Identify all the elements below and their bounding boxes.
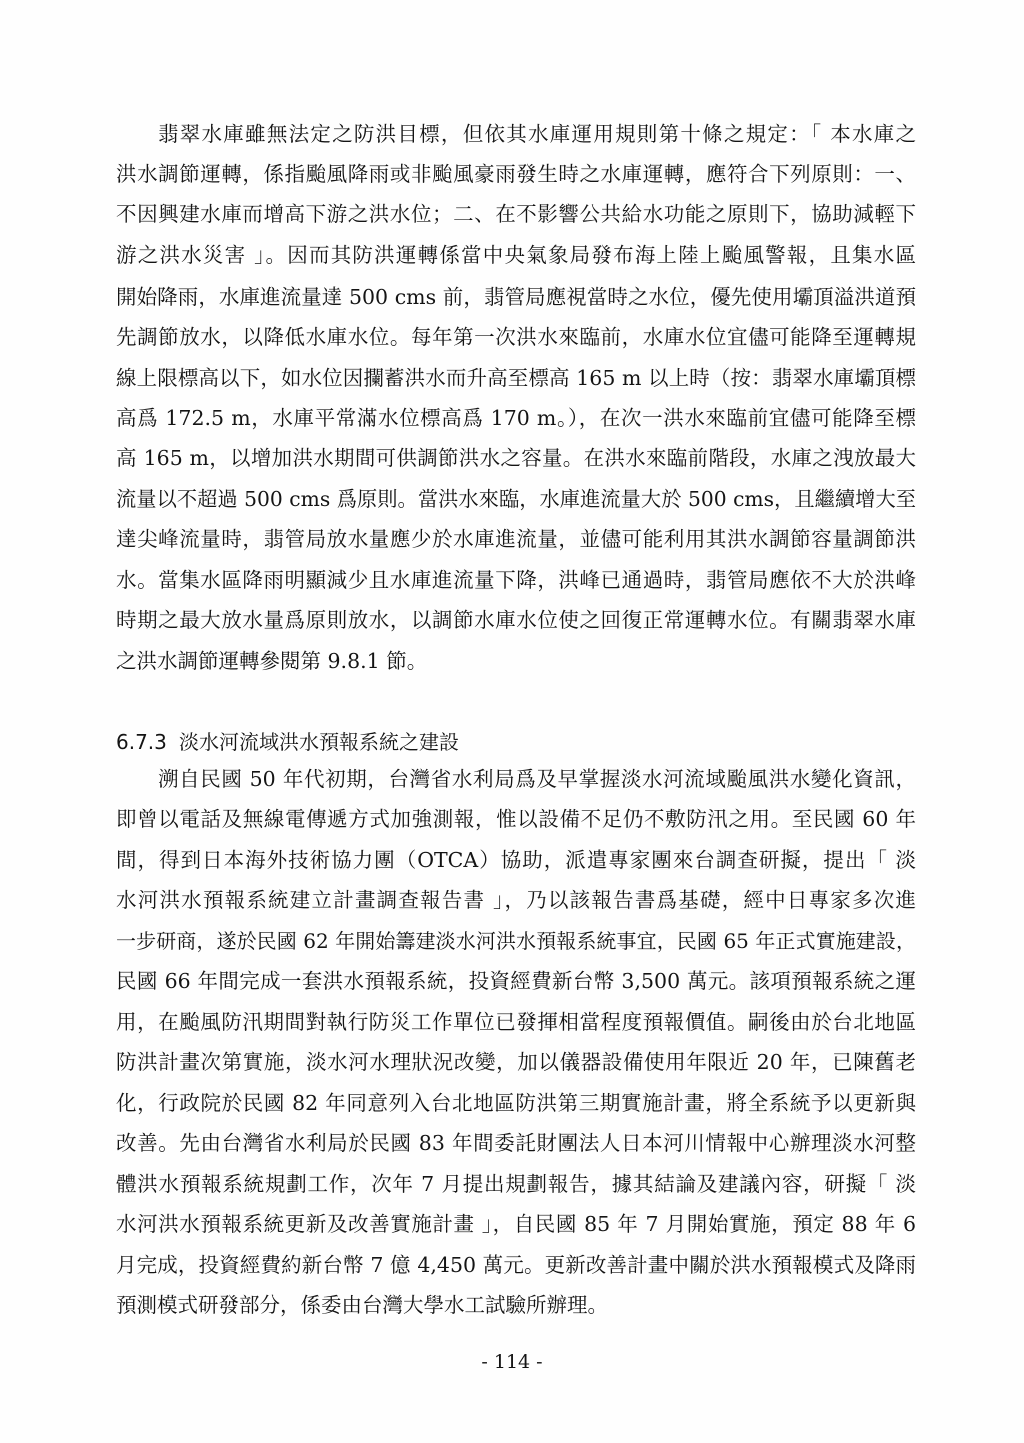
text-line: 改善。先由台灣省水利局於民國 83 年間委託財團法人日本河川情報中心辦理淡水河整 bbox=[116, 1131, 916, 1155]
text-line: 水河洪水預報系統更新及改善實施計畫 」，自民國 85 年 7 月開始實施，預定 88 年 6 bbox=[116, 1212, 916, 1236]
text-line: 流量以不超過 500 cms 爲原則。當洪水來臨，水庫進流量大於 500 cms，且繼續增大至 bbox=[116, 487, 916, 511]
text-line: 一步研商，遂於民國 62 年開始籌建淡水河洪水預報系統事宜，民國 65 年正式實施建設， bbox=[116, 929, 916, 953]
text-line: 水。當集水區降雨明顯減少且水庫進流量下降，洪峰已通過時，翡管局應依不大於洪峰 bbox=[116, 568, 916, 592]
text-line: 洪水調節運轉，係指颱風降雨或非颱風豪雨發生時之水庫運轉，應符合下列原則：一、 bbox=[116, 162, 916, 186]
text-line: 即曾以電話及無線電傳遞方式加強測報，惟以設備不足仍不敷防汛之用。至民國 60 年 bbox=[116, 807, 916, 831]
text-line: 高爲 172.5 m，水庫平常滿水位標高爲 170 m。），在次一洪水來臨前宜儘可能降至標 bbox=[116, 406, 916, 430]
text-line: 高 165 m，以增加洪水期間可供調節洪水之容量。在洪水來臨前階段，水庫之洩放最大 bbox=[116, 446, 916, 470]
text-line: 開始降雨，水庫進流量達 500 cms 前，翡管局應視當時之水位，優先使用壩頂溢洪道預 bbox=[116, 285, 916, 309]
text-line: 翡翠水庫雖無法定之防洪目標，但依其水庫運用規則第十條之規定：「 本水庫之 bbox=[158, 122, 916, 146]
text-line: 游之洪水災害 」。因而其防洪運轉係當中央氣象局發布海上陸上颱風警報，且集水區 bbox=[116, 243, 916, 267]
text-line: 民國 66 年間完成一套洪水預報系統，投資經費新台幣 3,500 萬元。該項預報系統之運 bbox=[116, 969, 916, 993]
section-heading bbox=[116, 727, 916, 757]
section-title: 淡水河流域洪水預報系統之建設 bbox=[179, 730, 459, 754]
text-line: 體洪水預報系統規劃工作，次年 7 月提出規劃報告，據其結論及建議內容，研擬「 淡 bbox=[116, 1172, 916, 1196]
text-line: 線上限標高以下，如水位因攔蓄洪水而升高至標高 165 m 以上時（按：翡翠水庫壩頂標 bbox=[116, 366, 916, 390]
text-line: 預測模式研發部分，係委由台灣大學水工試驗所辦理。 bbox=[116, 1293, 608, 1317]
text-line: 時期之最大放水量爲原則放水，以調節水庫水位使之回復正常運轉水位。有關翡翠水庫 bbox=[116, 608, 916, 632]
text-line: 之洪水調節運轉參閱第 9.8.1 節。 bbox=[116, 649, 428, 673]
text-line: 間，得到日本海外技術協力團（OTCA）協助，派遣專家團來台調查研擬，提出「 淡 bbox=[116, 848, 916, 872]
text-line: 水河洪水預報系統建立計畫調查報告書 」，乃以該報告書爲基礎，經中日專家多次進 bbox=[116, 888, 916, 912]
section-number: 6.7.3 bbox=[116, 730, 167, 754]
text-line: 化，行政院於民國 82 年同意列入台北地區防洪第三期實施計畫，將全系統予以更新與 bbox=[116, 1091, 916, 1115]
text-line: 用，在颱風防汛期間對執行防災工作單位已發揮相當程度預報價值。嗣後由於台北地區 bbox=[116, 1010, 916, 1034]
page-number: - 114 - bbox=[481, 1351, 543, 1373]
text-line: 防洪計畫次第實施，淡水河水理狀況改變，加以儀器設備使用年限近 20 年，已陳舊老 bbox=[116, 1050, 916, 1074]
text-line: 溯自民國 50 年代初期，台灣省水利局爲及早掌握淡水河流域颱風洪水變化資訊， bbox=[158, 767, 916, 791]
text-line: 先調節放水，以降低水庫水位。每年第一次洪水來臨前，水庫水位宜儘可能降至運轉規 bbox=[116, 325, 916, 349]
text-line: 月完成，投資經費約新台幣 7 億 4,450 萬元。更新改善計畫中關於洪水預報模式及降雨 bbox=[116, 1253, 916, 1277]
text-line: 達尖峰流量時，翡管局放水量應少於水庫進流量，並儘可能利用其洪水調節容量調節洪 bbox=[116, 527, 916, 551]
text-line: 不因興建水庫而增高下游之洪水位；二、在不影響公共給水功能之原則下，協助減輕下 bbox=[116, 202, 916, 226]
